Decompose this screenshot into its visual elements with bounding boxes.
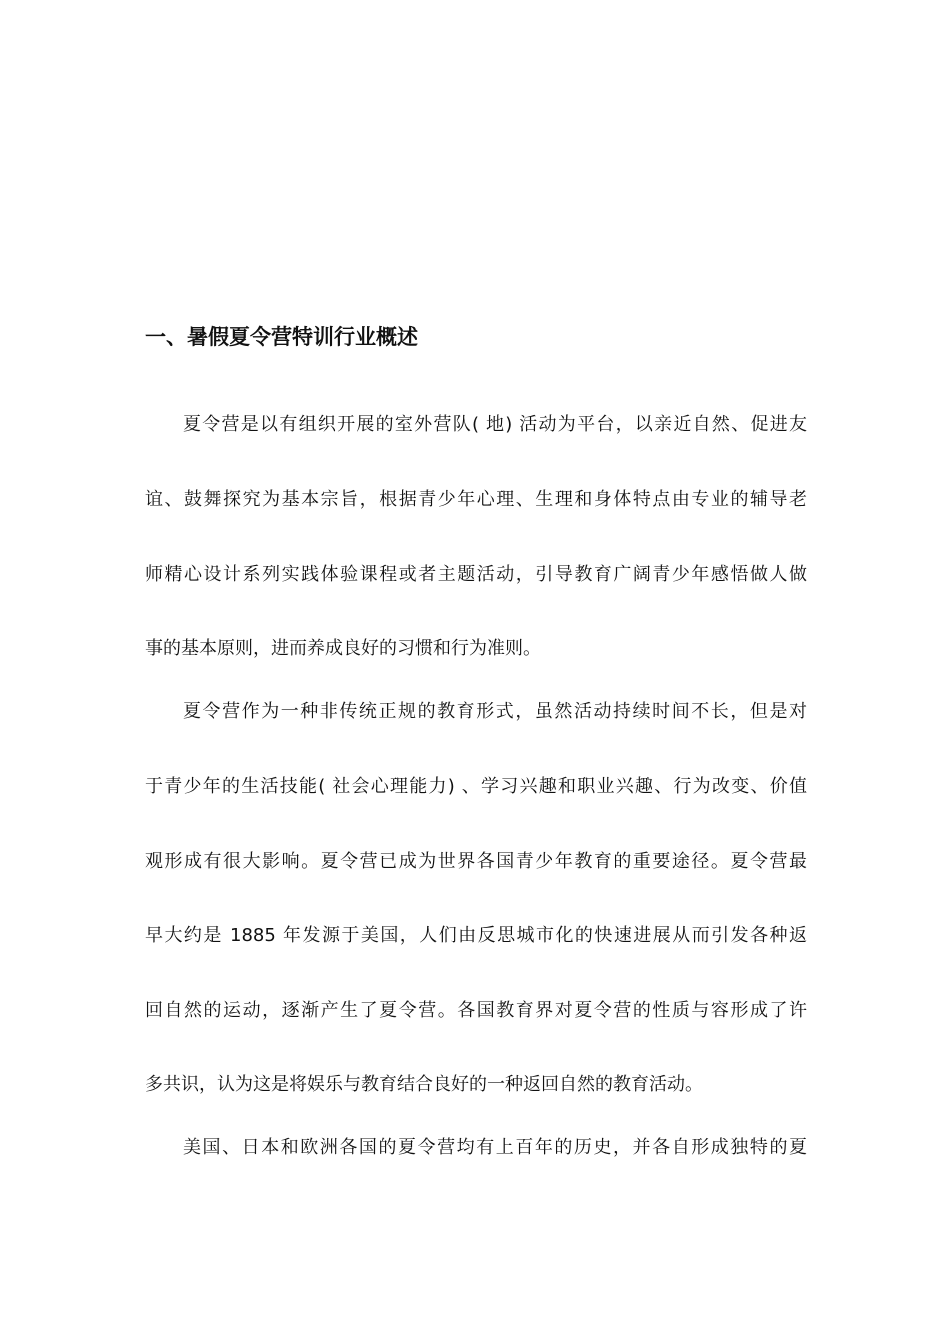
- paragraph-line: 谊、鼓舞探究为基本宗旨，根据青少年心理、生理和身体特点由专业的辅导老: [145, 489, 807, 510]
- paragraph-line: 回自然的运动，逐渐产生了夏令营。各国教育界对夏令营的性质与容形成了许: [145, 1000, 807, 1021]
- paragraph-line: 早大约是 1885 年发源于美国，人们由反思城市化的快速进展从而引发各种返: [145, 925, 807, 946]
- paragraph-line: 夏令营作为一种非传统正规的教育形式，虽然活动持续时间不长，但是对: [183, 701, 807, 722]
- paragraph-line: 师精心设计系列实践体验课程或者主题活动，引导教育广阔青少年感悟做人做: [145, 564, 807, 585]
- paragraph-line: 于青少年的生活技能( 社会心理能力) 、学习兴趣和职业兴趣、行为改变、价值: [145, 776, 807, 797]
- paragraph-line: 多共识，认为这是将娱乐与教育结合良好的一种返回自然的教育活动。: [145, 1074, 703, 1095]
- paragraph-line: 美国、日本和欧洲各国的夏令营均有上百年的历史，并各自形成独特的夏: [183, 1137, 807, 1158]
- paragraph-line: 事的基本原则，进而养成良好的习惯和行为准则。: [145, 638, 541, 659]
- paragraph-line: 观形成有很大影响。夏令营已成为世界各国青少年教育的重要途径。夏令营最: [145, 851, 807, 872]
- section-heading: 一、暑假夏令营特训行业概述: [145, 325, 418, 349]
- paragraph-line: 夏令营是以有组织开展的室外营队( 地) 活动为平台，以亲近自然、促进友: [183, 414, 807, 435]
